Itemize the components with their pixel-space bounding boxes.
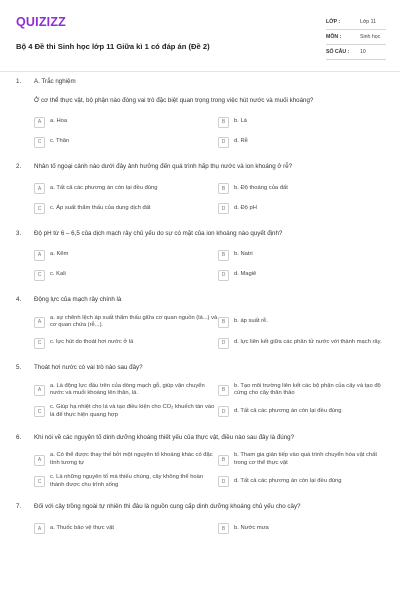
answer-options bbox=[34, 383, 384, 420]
question-7 bbox=[16, 503, 384, 536]
option-letter: C bbox=[34, 338, 45, 349]
answer-option-c[interactable] bbox=[34, 474, 218, 490]
meta-row-class bbox=[326, 15, 386, 30]
answer-option-a[interactable] bbox=[34, 383, 218, 399]
question-4 bbox=[16, 296, 384, 350]
option-letter: A bbox=[34, 117, 45, 128]
answer-option-d[interactable] bbox=[218, 202, 384, 216]
option-text: b. Tạo môi trường liên kết các bộ phận của cây và tạo độ cứng cho cây thân thảo bbox=[234, 382, 381, 397]
answer-option-a[interactable] bbox=[34, 182, 218, 196]
answer-option-c[interactable] bbox=[34, 135, 218, 149]
question-text: Khi nói về các nguyên tố dinh dưỡng khoáng thiết yếu của thực vật, điều nào sau đây là đúng? bbox=[34, 433, 295, 441]
answer-option-b[interactable] bbox=[218, 383, 384, 399]
question-number: 6. bbox=[16, 433, 22, 441]
option-letter: D bbox=[218, 203, 229, 214]
option-text: d. Rễ bbox=[234, 138, 248, 145]
option-letter: B bbox=[218, 385, 229, 396]
question-text: Nhân tố ngoại cảnh nào dưới đây ảnh hưởng đến quá trình hấp thụ nước và ion khoáng ở rễ? bbox=[34, 163, 293, 170]
option-letter: A bbox=[34, 523, 45, 534]
option-text: d. lực liên kết giữa các phân tử nước với thành mạch rây. bbox=[234, 339, 382, 346]
option-letter: A bbox=[34, 250, 45, 261]
answer-options bbox=[34, 522, 384, 536]
question-list bbox=[16, 78, 384, 550]
worksheet-meta bbox=[326, 15, 386, 60]
question-5 bbox=[16, 364, 384, 420]
option-text: a. sự chênh lệch áp suất thẩm thấu giữa cơ quan nguồn (lá...) và cơ quan chứa (rễ...). bbox=[50, 314, 218, 329]
meta-label: SỐ CÂU : bbox=[326, 49, 350, 55]
answer-option-a[interactable] bbox=[34, 452, 218, 468]
option-text: b. Độ thoáng của đất bbox=[234, 184, 288, 191]
answer-option-d[interactable] bbox=[218, 268, 384, 282]
option-text: b. Lá bbox=[234, 118, 247, 125]
option-letter: D bbox=[218, 338, 229, 349]
option-letter: B bbox=[218, 117, 229, 128]
answer-option-b[interactable] bbox=[218, 315, 384, 331]
option-text: b. Tham gia gián tiếp vào quá trình chuyển hóa vật chất trong cơ thể thực vật bbox=[234, 452, 377, 467]
option-text: b. Nước mưa bbox=[234, 525, 269, 532]
question-number: 4. bbox=[16, 296, 22, 303]
option-letter: C bbox=[34, 137, 45, 148]
question-3 bbox=[16, 230, 384, 283]
option-letter: D bbox=[218, 476, 229, 487]
question-text: Đối với cây trồng ngoài tự nhiên thì đâu là nguồn cung cấp dinh dưỡng khoáng chủ yếu cho cây? bbox=[34, 503, 301, 511]
question-text: Động lực của mạch rây chính là bbox=[34, 296, 122, 303]
answer-options bbox=[34, 315, 384, 351]
answer-options bbox=[34, 182, 384, 216]
meta-label: LỚP : bbox=[326, 19, 341, 25]
option-text: b. Natri bbox=[234, 251, 253, 258]
option-letter: B bbox=[218, 183, 229, 194]
answer-option-c[interactable] bbox=[34, 336, 218, 350]
option-text: c. Giúp hạ nhiệt cho lá và tạo điều kiện cho CO₂ khuếch tán vào lá để thực hiện quang hợp bbox=[50, 404, 215, 418]
option-text: c. Thân bbox=[50, 138, 70, 145]
option-letter: C bbox=[34, 270, 45, 281]
answer-option-c[interactable] bbox=[34, 202, 218, 216]
meta-row-subject bbox=[326, 30, 386, 45]
worksheet-title: Bộ 4 Đề thi Sinh học lớp 11 Giữa kì 1 có đáp án (Đề 2) bbox=[16, 42, 210, 51]
answer-option-b[interactable] bbox=[218, 248, 384, 262]
question-text: Độ pH từ 6 – 6,5 của dịch mạch rây chủ yếu do sự có mặt của ion khoáng nào quyết định? bbox=[34, 229, 283, 237]
answer-option-c[interactable] bbox=[34, 268, 218, 282]
question-section: A. Trắc nghiệm bbox=[34, 78, 76, 85]
option-letter: D bbox=[218, 406, 229, 417]
option-text: a. Là động lực đầu trên của dòng mạch gỗ, giúp vận chuyển nước và muối khoáng lên thân, lá. bbox=[50, 382, 205, 397]
question-number: 5. bbox=[16, 364, 22, 372]
answer-options bbox=[34, 248, 384, 282]
meta-value: Lớp 11 bbox=[360, 19, 376, 25]
answer-option-b[interactable] bbox=[218, 452, 384, 468]
option-text: a. Hoa bbox=[50, 118, 68, 125]
option-text: c. Áp suất thẩm thấu của dung dịch đất bbox=[50, 204, 151, 211]
option-letter: C bbox=[34, 476, 45, 487]
question-number: 2. bbox=[16, 163, 22, 170]
meta-row-count bbox=[326, 45, 386, 60]
answer-options bbox=[34, 452, 384, 489]
option-text: c. Là những nguyên tố mà thiếu chúng, cây không thể hoàn thành được chu trình sống bbox=[50, 473, 204, 488]
option-letter: B bbox=[218, 455, 229, 466]
question-text: Thoát hơi nước có vai trò nào sau đây? bbox=[34, 364, 143, 372]
option-letter: C bbox=[34, 406, 45, 417]
meta-label: MÔN : bbox=[326, 34, 342, 40]
worksheet-header bbox=[16, 12, 384, 60]
answer-option-a[interactable] bbox=[34, 522, 218, 536]
option-letter: D bbox=[218, 137, 229, 148]
option-letter: A bbox=[34, 455, 45, 466]
option-text: a. Kẽm bbox=[50, 251, 69, 258]
answer-option-b[interactable] bbox=[218, 115, 384, 129]
option-text: c. Kali bbox=[50, 271, 66, 278]
question-number: 1. bbox=[16, 78, 22, 85]
header-divider bbox=[0, 71, 400, 72]
option-text: b. áp suất rễ. bbox=[234, 318, 268, 325]
answer-option-d[interactable] bbox=[218, 404, 384, 420]
answer-option-d[interactable] bbox=[218, 474, 384, 490]
meta-value: Sinh học bbox=[360, 34, 381, 40]
answer-option-b[interactable] bbox=[218, 182, 384, 196]
option-letter: B bbox=[218, 523, 229, 534]
option-text: d. Magiê bbox=[234, 271, 257, 278]
option-text: a. Có thể được thay thế bởi một nguyên tố khoáng khác có đặc tính tương tự bbox=[50, 452, 213, 467]
option-text: d. Tất cả các phương án còn lại đều đúng bbox=[234, 477, 342, 484]
option-text: d. Độ pH bbox=[234, 204, 257, 211]
answer-option-a[interactable] bbox=[34, 115, 218, 129]
answer-option-a[interactable] bbox=[34, 248, 218, 262]
question-1 bbox=[16, 78, 384, 149]
option-text: a. Thuốc bảo vệ thực vật bbox=[50, 525, 115, 532]
option-letter: A bbox=[34, 317, 45, 328]
option-text: d. Tất cả các phương án còn lại đều đúng bbox=[234, 408, 342, 415]
answer-option-d[interactable] bbox=[218, 336, 384, 350]
option-letter: C bbox=[34, 203, 45, 214]
option-text: c. lực hút do thoát hơi nước ở lá bbox=[50, 339, 134, 346]
answer-option-d[interactable] bbox=[218, 135, 384, 149]
option-letter: A bbox=[34, 183, 45, 194]
question-6 bbox=[16, 434, 384, 490]
option-letter: B bbox=[218, 317, 229, 328]
option-letter: A bbox=[34, 385, 45, 396]
meta-value: 10 bbox=[360, 49, 366, 55]
question-2 bbox=[16, 163, 384, 216]
answer-options bbox=[34, 115, 384, 149]
answer-option-a[interactable] bbox=[34, 315, 218, 331]
question-number: 3. bbox=[16, 229, 22, 237]
option-letter: B bbox=[218, 250, 229, 261]
answer-option-c[interactable] bbox=[34, 404, 218, 420]
quizizz-logo: QUIZIZZ bbox=[16, 15, 67, 29]
option-letter: D bbox=[218, 270, 229, 281]
option-text: a. Tất cả các phương án còn lại đều đúng bbox=[50, 184, 158, 191]
question-number: 7. bbox=[16, 503, 22, 511]
answer-option-b[interactable] bbox=[218, 522, 384, 536]
question-text: Ở cơ thể thực vật, bộ phận nào đóng vai trò đặc biệt quan trọng trong việc hút nước và muối khoáng? bbox=[34, 96, 314, 104]
